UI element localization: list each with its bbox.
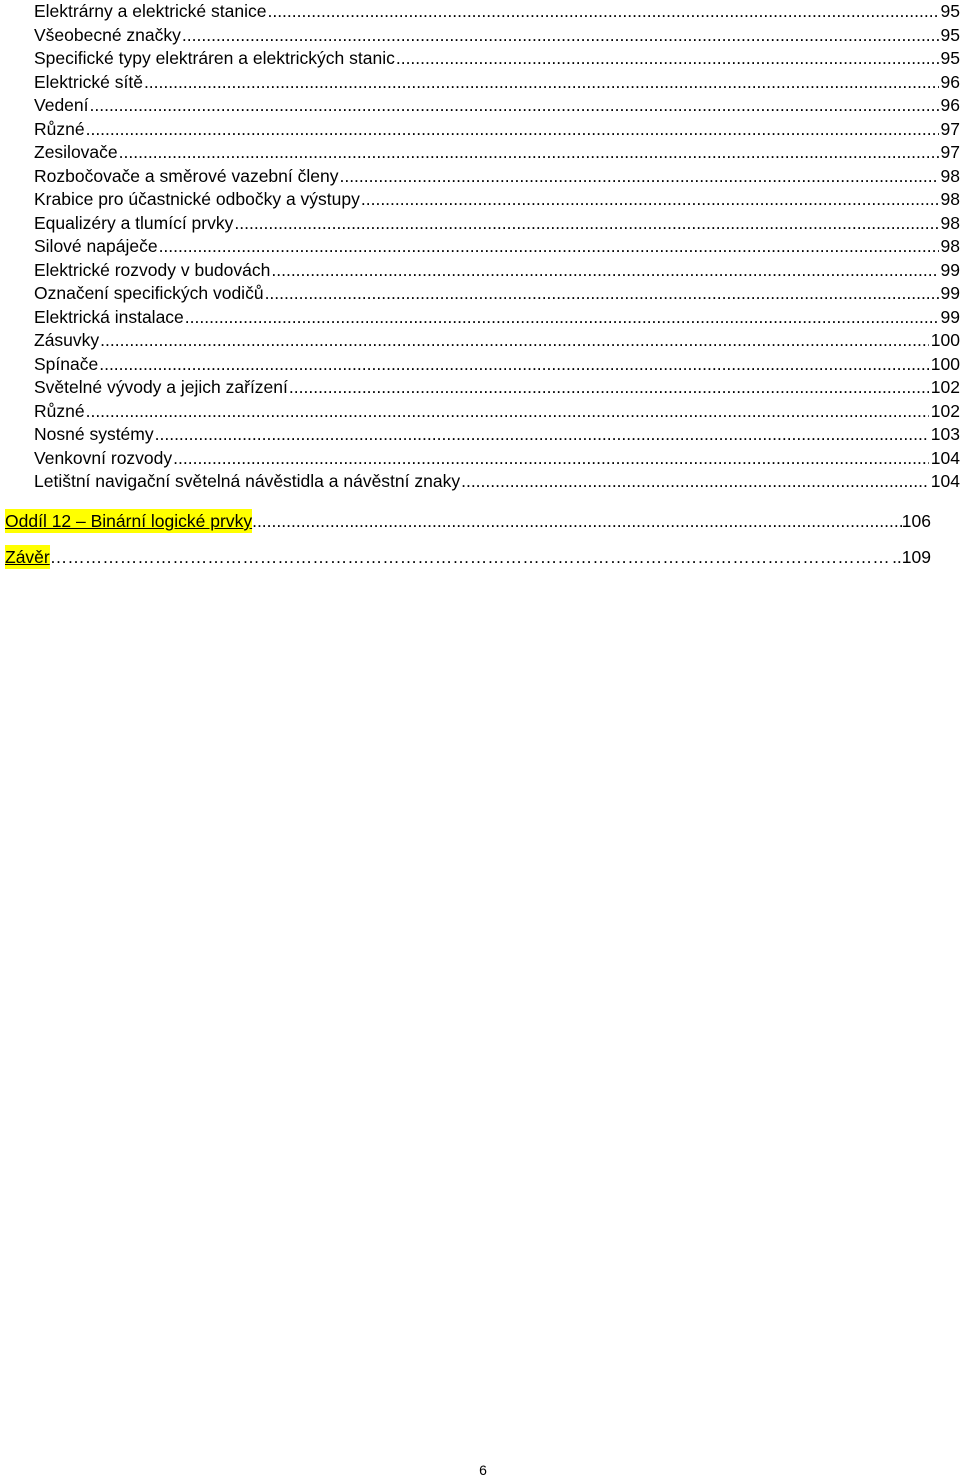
toc-entry-page: 104 <box>930 447 960 468</box>
toc-entry-page: 102 <box>930 377 960 397</box>
toc-entry-page: 98 <box>940 189 960 209</box>
toc-entry-page: 104 <box>930 471 960 491</box>
toc-entry-title[interactable]: Silové napáječe <box>34 236 158 256</box>
toc-entry-page: 96 <box>940 71 960 92</box>
toc-entry-title[interactable]: Spínače <box>34 353 99 374</box>
toc-entry[interactable] <box>34 329 960 353</box>
toc-entry-page: 95 <box>940 1 960 21</box>
toc-dot-leader <box>461 470 929 494</box>
toc-entry-title[interactable]: Světelné vývody a jejich zařízení <box>34 377 288 397</box>
toc-entry-title[interactable]: Specifické typy elektráren a elektrických stanic <box>34 48 395 68</box>
table-of-contents <box>34 0 960 494</box>
toc-entry-title[interactable]: Zásuvky <box>34 330 100 350</box>
toc-dot-leader <box>159 235 939 259</box>
toc-entry[interactable] <box>34 212 960 236</box>
toc-dot-leader <box>100 329 929 353</box>
toc-section-page: 106 <box>901 511 931 531</box>
toc-entry[interactable] <box>34 400 960 424</box>
toc-entry-title[interactable]: Elektrické sítě <box>34 71 143 92</box>
toc-entry-title[interactable]: Venkovní rozvody <box>34 447 173 468</box>
page-number: 6 <box>479 1462 487 1478</box>
toc-entry[interactable] <box>34 47 960 71</box>
toc-dot-leader <box>267 0 938 24</box>
toc-dot-leader <box>339 165 938 189</box>
toc-entry-page: 100 <box>930 330 960 350</box>
toc-dot-leader <box>90 94 939 118</box>
toc-entry-page: 102 <box>930 400 960 421</box>
toc-entry[interactable] <box>34 470 960 494</box>
toc-entry-title[interactable]: Nosné systémy <box>34 424 154 444</box>
toc-entry[interactable] <box>34 24 960 48</box>
toc-dot-leader <box>144 71 939 95</box>
toc-entry-title[interactable]: Všeobecné značky <box>34 24 181 45</box>
toc-entry-page: 99 <box>940 283 960 303</box>
toc-entry-title[interactable]: Rozbočovače a směrové vazební členy <box>34 165 339 186</box>
toc-entry-title[interactable]: Různé <box>34 118 85 139</box>
toc-dot-leader <box>185 306 939 330</box>
toc-dot-leader <box>86 118 939 142</box>
toc-dot-leader <box>289 376 929 400</box>
toc-entry[interactable] <box>34 259 960 283</box>
toc-entry-title[interactable]: Letištní navigační světelná návěstidla a návěstní znaky <box>34 471 461 491</box>
toc-section-page: ..109 <box>892 547 931 567</box>
toc-entry-title[interactable]: Krabice pro účastnické odbočky a výstupy <box>34 189 360 209</box>
toc-entry[interactable] <box>34 423 960 447</box>
toc-dot-leader <box>271 259 938 283</box>
toc-entry[interactable] <box>34 235 960 259</box>
toc-entry-title[interactable]: Elektrická instalace <box>34 306 184 327</box>
toc-entry-title[interactable]: Označení specifických vodičů <box>34 283 264 303</box>
toc-dot-leader <box>265 282 939 306</box>
toc-entry-page: 103 <box>930 424 960 444</box>
toc-entry-title[interactable]: Equalizéry a tlumící prvky <box>34 212 234 233</box>
toc-entry[interactable] <box>34 282 960 306</box>
toc-entry-page: 100 <box>930 353 960 374</box>
toc-dot-leader <box>86 400 929 424</box>
toc-entry-page: 96 <box>940 95 960 115</box>
toc-entry-page: 98 <box>940 236 960 256</box>
toc-entry-page: 99 <box>940 306 960 327</box>
toc-section-binary-logic[interactable] <box>5 509 931 533</box>
toc-entry[interactable] <box>34 0 960 24</box>
toc-entry-title[interactable]: Elektrárny a elektrické stanice <box>34 1 267 21</box>
toc-entry[interactable] <box>34 306 960 330</box>
toc-entry-page: 97 <box>940 118 960 139</box>
toc-entry-page: 99 <box>940 259 960 280</box>
toc-entry-page: 97 <box>940 142 960 162</box>
toc-dot-leader <box>173 447 929 471</box>
toc-entry[interactable] <box>34 353 960 377</box>
toc-dot-leader <box>396 47 939 71</box>
toc-entry[interactable] <box>34 165 960 189</box>
toc-section-conclusion[interactable] <box>5 545 931 569</box>
toc-entry-page: 95 <box>940 48 960 68</box>
toc-dot-leader <box>155 423 929 447</box>
toc-entry[interactable] <box>34 141 960 165</box>
toc-entry-title[interactable]: Zesilovače <box>34 142 118 162</box>
toc-ellipsis-leader <box>50 545 892 569</box>
toc-entry[interactable] <box>34 447 960 471</box>
toc-section-title[interactable]: Závěr <box>5 547 50 567</box>
toc-dot-leader <box>252 509 902 533</box>
toc-section-title[interactable]: Oddíl 12 – Binární logické prvky <box>5 511 253 531</box>
toc-entry[interactable] <box>34 118 960 142</box>
toc-dot-leader <box>119 141 939 165</box>
toc-entry-title[interactable]: Vedení <box>34 95 89 115</box>
toc-entry[interactable] <box>34 71 960 95</box>
toc-dot-leader <box>234 212 938 236</box>
toc-entry-page: 95 <box>940 24 960 45</box>
toc-dot-leader <box>99 353 929 377</box>
toc-entry-page: 98 <box>940 212 960 233</box>
toc-dot-leader <box>182 24 939 48</box>
toc-entry-title[interactable]: Elektrické rozvody v budovách <box>34 259 271 280</box>
toc-entry[interactable] <box>34 188 960 212</box>
toc-entry-title[interactable]: Různé <box>34 400 85 421</box>
toc-dot-leader <box>361 188 939 212</box>
toc-entry[interactable] <box>34 94 960 118</box>
toc-entry-page: 98 <box>940 165 960 186</box>
toc-entry[interactable] <box>34 376 960 400</box>
